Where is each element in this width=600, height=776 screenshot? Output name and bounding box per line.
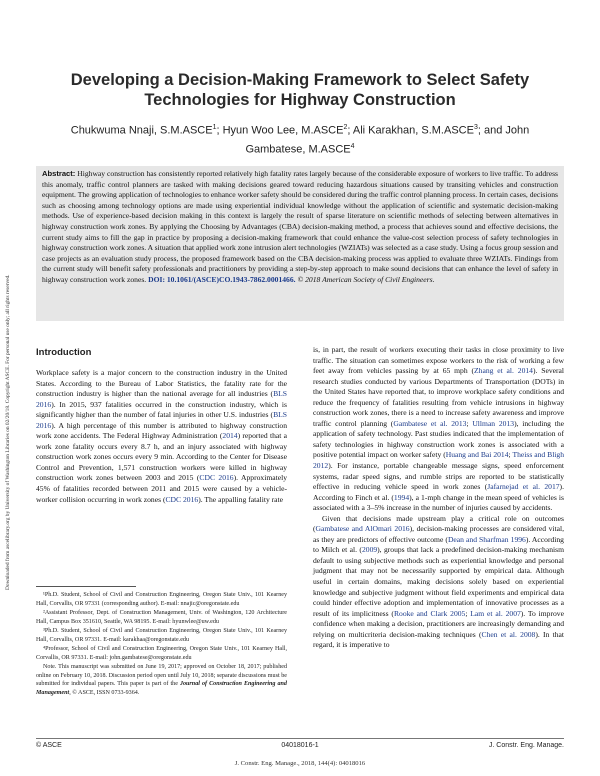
citation-link[interactable]: Gambatese et al. 2013 <box>393 418 467 428</box>
body-text: ). For instance, portable changeable message signs, speed enforcement systems, radar speed signs, and rumble strips are reported to be statistically effective in reducing vehicle speed in work zones ( <box>313 461 564 492</box>
abstract <box>42 169 558 286</box>
body-text: ) reported that a work zone fatality occurs every 8.7 h, and an injury associated with highway construction work zones occurs every 9 min. According to the Center for Disease Control and Prevention, 1,571 construction workers were killed in highway construction work zones between 2003 and 2015 ( <box>36 431 288 483</box>
manuscript-note <box>36 663 287 697</box>
citation-link[interactable]: Dean and Sharfman 1996 <box>447 534 526 544</box>
footer-copyright: © ASCE <box>36 742 62 749</box>
citation-link[interactable]: Gambatese and AlOmari 2016 <box>315 524 410 534</box>
body-text: Given that decisions made upstream play a critical role on outcomes ( <box>313 513 564 534</box>
citation-link[interactable]: CDC 2016 <box>165 494 199 504</box>
body-text: ). According to Milch et al. ( <box>313 534 564 555</box>
author-list <box>70 120 530 157</box>
page-footer <box>36 742 564 754</box>
author-separator: ; <box>347 124 353 137</box>
body-text: ). In 2015, 937 fatalities occurred in the construction industry, which is significantly higher than the number of fatal injuries in other U.S. industries ( <box>36 399 287 420</box>
body-text: ), including the application of safety technology. Past studies indicated that the implementation of safety technologies in highway construction work zones is associated with a positive potential impact on worker safety ( <box>313 418 565 460</box>
download-notice-text: Downloaded from ascelibrary.org by University of Washington Libraries on 02/20/18. Copyright ASCE. For personal use only; all rights reserved. <box>5 274 11 590</box>
body-text: ; <box>465 608 471 618</box>
footnote-rule <box>36 586 136 587</box>
body-text: is, in part, the result of workers executing their tasks in close proximity to live traffic. The situation can sometimes expose workers to the risk of working a few feet away from vehicles passing by at 65 mph ( <box>313 345 564 376</box>
citation-link[interactable]: Zhang et al. 2014 <box>474 366 533 376</box>
citation-link[interactable]: Lam et al. 2007 <box>470 608 521 618</box>
footnotes <box>36 591 287 698</box>
abstract-copyright: © 2018 American Society of Civil Engineers. <box>297 274 435 284</box>
author-affiliation-marker: 3 <box>473 124 478 131</box>
doi-link[interactable]: DOI: 10.1061/(ASCE)CO.1943-7862.0001466. <box>148 274 296 284</box>
note-post: , © ASCE, ISSN 0733-9364. <box>69 689 140 696</box>
body-text: ), decision-making processes are considered vital, as they are predictors of effective outcome ( <box>313 524 564 544</box>
author-name: John Gambatese, M.ASCE <box>245 124 530 156</box>
section-heading-introduction: Introduction <box>36 347 92 358</box>
body-text: ). Several research studies conducted by various Departments of Transportation (DOTs) in the United States have reported that, to improve workplace safety conditions and reduce the frequency of fatalities resulting from vehicle intrusions in highway construction work zones, there is a need to increase safety awareness and improve traffic control planning ( <box>313 366 564 428</box>
citation-link[interactable]: 2009 <box>361 545 378 555</box>
body-text: ; <box>508 450 513 460</box>
body-text: Workplace safety is a major concern to the construction industry in the United States. According to the Bureau of Labor Statistics, the fatality rate for the construction industry is higher than the national average for all industries ( <box>36 368 287 399</box>
citation-link[interactable]: CDC 2016 <box>199 473 234 483</box>
abstract-text: Highway construction has consistently reported relatively high fatality rates largely because of the considerable exposure of workers to live traffic. To address this anomaly, traffic control planners are tasked with making decisions geared toward reducing hazardous situations caused by transiting vehicles and construction equipment. The growing application of technologies to enhance worker safety should be considered during the traffic control planning process. In certain cases, decisions such as choosing among technology options are made using experiential individual knowledge without the application of scientific and systematic decision-making methods. Use of experience-based decision making in this context is largely the result of sparse literature on scientific methods of selecting between alternatives in highway construction work zones. By applying the Choosing by Advantages (CBA) decision-making method, a process that achieves sound and effective decisions, the current study aims to fill the gap in practice by proposing a decision-making framework that could enhance the value-cost selection process of safety technologies in highway construction work zones. A situation that applied work zone intrusion alert technologies (WZIATs) was selected as a case study. Using a focus group session and case projects as an evaluation study process, the proposed framework based on the CBA decision-making process was applied to evaluate three WZIATs. Findings from the current study will benefit safety professionals and practitioners by providing a step-by-step approach to make sound decisions that can enhance the level of safety in highway construction work zones. <box>42 169 558 284</box>
citation-link[interactable]: Jafarnejad et al. 2017 <box>487 482 560 492</box>
body-text: ), groups that lack a predefined decision-making mechanism default to using subjective methods such as experiential knowledge and personal judgment that may not be necessarily supported by empirical data. Although useful in certain domains, making decisions solely based on experiential knowledge and subjective judgment without field experiments and empirical data could hinder effective adoption and implementation of innovative processes as a result of its implicitness ( <box>313 545 564 618</box>
body-text: ), a 1-mph change in the mean speed of vehicles is associated with a 3–5% increase in the number of injuries caused by accidents. <box>313 492 564 513</box>
body-text: ). A high percentage of this number is attributed to highway construction work zone accidents. The Federal Highway Administration ( <box>36 420 287 441</box>
footer-journal: J. Constr. Eng. Manage. <box>488 742 564 749</box>
author-name: Ali Karakhan, S.M.ASCE <box>352 124 474 137</box>
paper-title: Developing a Decision-Making Framework to Select Safety Technologies for Highway Construction <box>70 71 530 109</box>
body-text: ). To improve confidence when making a decision, practitioners are increasingly demanding and relying on multicriteria decision-making techniques ( <box>313 608 564 639</box>
author-name: Hyun Woo Lee, M.ASCE <box>222 124 344 137</box>
footnote-3: ³Ph.D. Student, School of Civil and Construction Engineering, Oregon State Univ., 101 Kearney Hall, Corvallis, OR 97331. E-mail: karakhaa@oregonstate.edu <box>36 628 287 643</box>
footer-article-number: 04018016-1 <box>281 742 319 749</box>
body-text: ). In that regard, it is imperative to <box>313 629 565 650</box>
paragraph <box>36 368 287 505</box>
body-text: ; <box>466 418 473 428</box>
citation-link[interactable]: BLS 2016 <box>36 389 287 409</box>
citation-link[interactable]: Ullman 2013 <box>472 418 515 428</box>
citation-line: J. Constr. Eng. Manage., 2018, 144(4): 04018016 <box>234 760 366 767</box>
footnote-1: ¹Ph.D. Student, School of Civil and Construction Engineering, Oregon State Univ., 101 Kearney Hall, Corvallis, OR 97331 (corresponding author). E-mail: nnajic@oregonstate.edu <box>36 592 287 607</box>
note-pre: Note. This manuscript was submitted on June 19, 2017; approved on October 18, 2017; published online on February 10, 2018. Discussion period open until July 10, 2018; separate discussions must be submitted for individual papers. This paper is part of the <box>36 664 287 687</box>
body-text: ). According to Finch et al. ( <box>313 482 564 502</box>
citation-link[interactable]: Chen et al. 2008 <box>481 629 536 639</box>
author-separator: ; <box>216 124 223 137</box>
author-separator: ; and <box>477 124 506 137</box>
paragraph <box>313 345 564 514</box>
left-column <box>36 368 287 505</box>
footnote-2: ²Assistant Professor, Dept. of Construction Management, Univ. of Washington, 120 Architecture Hall, Campus Box 351610, Seattle, WA 98195. E-mail: hyunwlee@uw.edu <box>36 610 287 625</box>
abstract-label: Abstract: <box>42 169 76 178</box>
citation-link[interactable]: 2014 <box>222 431 238 441</box>
body-text: ). The appalling fatality rate <box>198 494 284 504</box>
author-affiliation-marker: 2 <box>343 124 348 131</box>
citation-link[interactable]: Huang and Bai 2014 <box>445 450 509 460</box>
paragraph <box>313 514 564 651</box>
author-affiliation-marker: 1 <box>212 124 217 131</box>
right-column <box>313 345 564 651</box>
download-notice <box>4 150 14 590</box>
footnote-4: ⁴Professor, School of Civil and Construction Engineering, Oregon State Univ., 101 Kearney Hall, Corvallis, OR 97331. E-mail: john.gambatese@oregonstate.edu <box>36 646 287 661</box>
body-text: ). Approximately 45% of fatalities recorded between 2011 and 2015 were caused by a vehicle-worker collision occurring in work zones ( <box>36 473 287 504</box>
citation-link[interactable]: Rooke and Clark 2005 <box>393 608 466 618</box>
footer-rule <box>36 738 564 739</box>
citation-link[interactable]: Theiss and Bligh 2012 <box>313 450 565 471</box>
author-name: Chukwuma Nnaji, S.M.ASCE <box>70 124 213 137</box>
citation-link[interactable]: BLS 2016 <box>36 410 287 430</box>
journal-name: Journal of Construction Engineering and Management <box>36 681 287 696</box>
citation-link[interactable]: 1994 <box>393 492 410 502</box>
author-affiliation-marker: 4 <box>350 142 355 150</box>
